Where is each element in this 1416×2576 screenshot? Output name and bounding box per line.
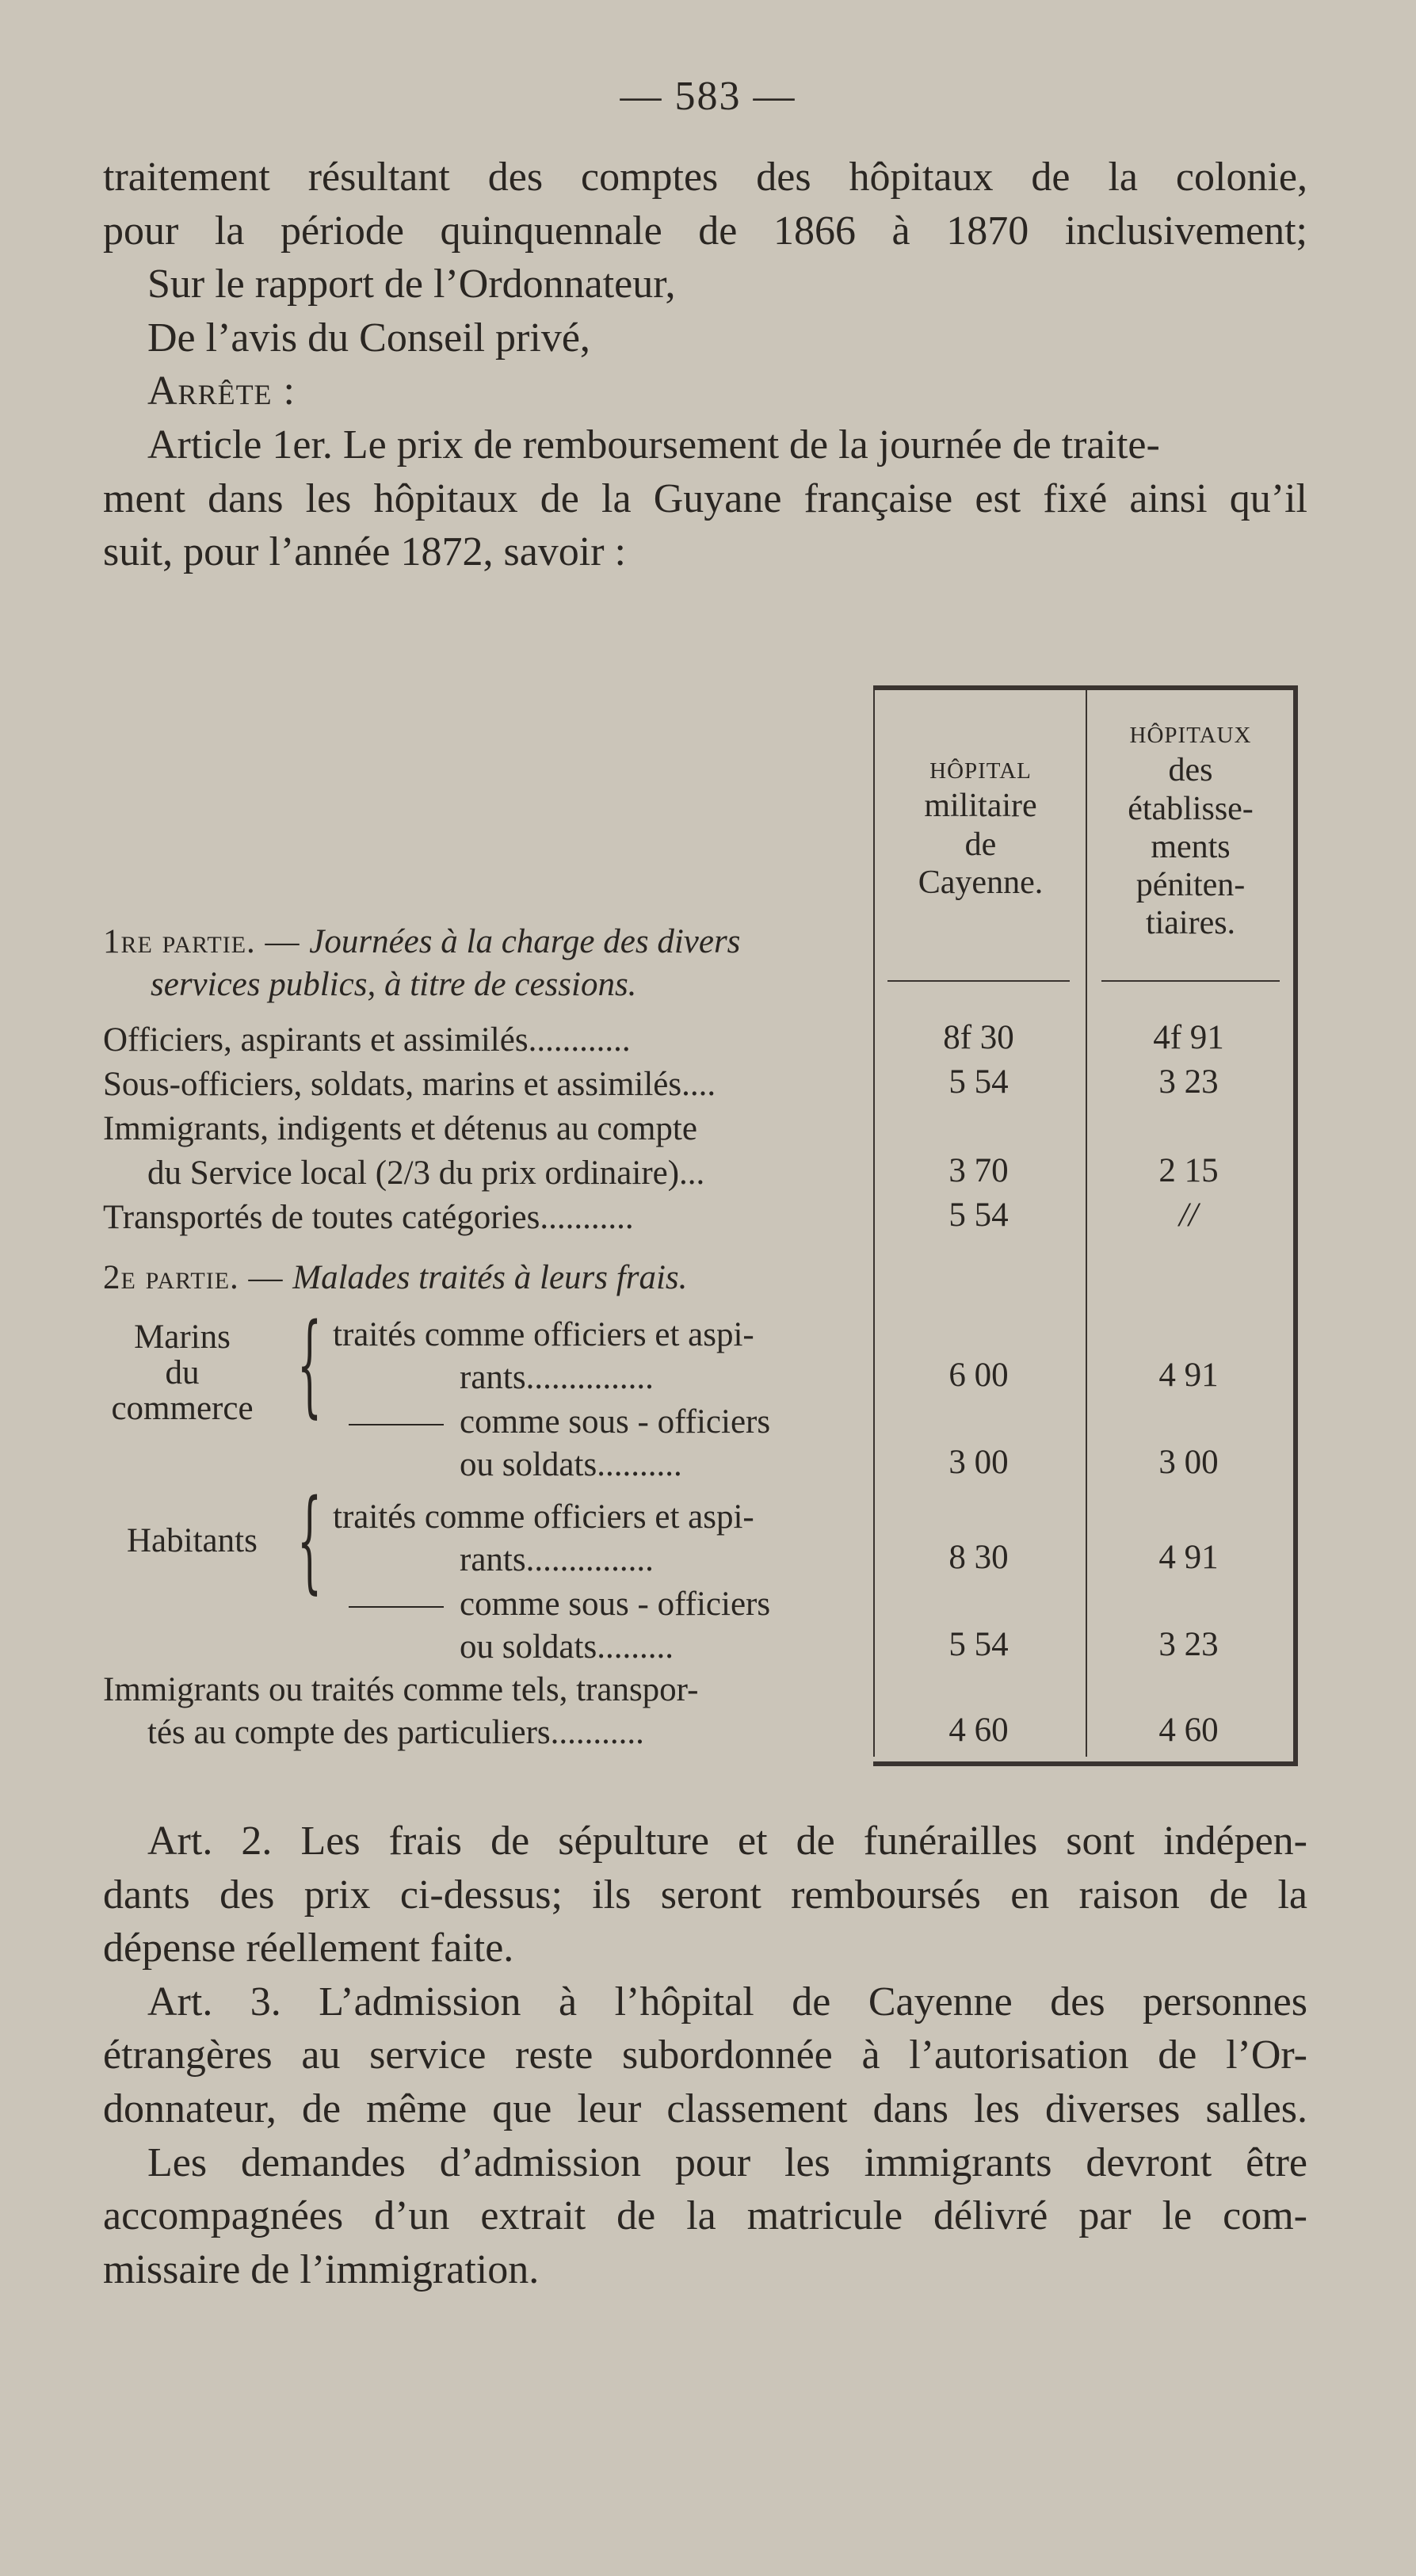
intro-line: traitement résultant des comptes des hôpitaux de la colonie, <box>103 155 1307 200</box>
header-rule <box>887 980 1070 982</box>
article-2-line: Art. 2. Les frais de sépulture et de funérailles sont indépen- <box>147 1818 1307 1864</box>
value-cayenne: 5 54 <box>948 1196 1009 1234</box>
value-penitentiary: 4 60 <box>1158 1712 1219 1749</box>
row-label: ou soldats......... <box>460 1628 674 1666</box>
article-3-line: étrangères au service reste subordonnée à l’autorisation de l’Or- <box>103 2032 1307 2078</box>
value-cayenne: 6 00 <box>948 1357 1009 1394</box>
row-label: traités comme officiers et aspi- <box>333 1316 754 1353</box>
value-cayenne: 5 54 <box>948 1626 1009 1663</box>
part-1-title: 1re partie. — Journées à la charge des divers <box>103 923 741 960</box>
part-2-title: 2e partie. — Malades traités à leurs frais. <box>103 1259 688 1296</box>
article-3-line: missaire de l’immigration. <box>103 2246 540 2292</box>
article-3-line: Art. 3. L’admission à l’hôpital de Cayenne des personnes <box>147 1979 1307 2025</box>
value-penitentiary: 3 23 <box>1158 1063 1219 1101</box>
article-1-line: Article 1er. Le prix de remboursement de la journée de traite- <box>147 422 1160 467</box>
row-label: ou soldats.......... <box>460 1446 682 1483</box>
ditto-dash <box>349 1606 444 1608</box>
row-label: tés au compte des particuliers........... <box>147 1714 644 1751</box>
closing-articles <box>103 1815 1307 2296</box>
value-cayenne: 3 00 <box>948 1444 1009 1481</box>
article-3-line: donnateur, de même que leur classement dans les diverses salles. <box>103 2086 1307 2131</box>
habitants-label: Habitants <box>127 1522 258 1559</box>
row-label: Officiers, aspirants et assimilés............ <box>103 1021 631 1059</box>
column-header-military-hospital: hôpital militaire de Cayenne. <box>918 750 1044 901</box>
value-cayenne: 5 54 <box>948 1063 1009 1101</box>
header-rule <box>1101 980 1280 982</box>
ditto-dash <box>349 1424 444 1425</box>
value-penitentiary: 4 91 <box>1158 1357 1219 1394</box>
value-penitentiary: 3 23 <box>1158 1626 1219 1663</box>
marins-label: Marins du commerce <box>111 1319 254 1428</box>
tariff-table <box>103 685 1307 1763</box>
intro-line: Sur le rapport de l’Ordonnateur, <box>147 261 676 307</box>
row-label: rants............... <box>460 1359 654 1396</box>
page-number: — 583 — <box>620 74 796 119</box>
row-label: du Service local (2/3 du prix ordinaire)... <box>147 1154 705 1192</box>
article-3-line: accompagnées d’un extrait de la matricule délivré par le com- <box>103 2193 1307 2239</box>
row-label: Immigrants ou traités comme tels, transpor- <box>103 1671 699 1708</box>
column-rule <box>873 685 875 1757</box>
row-label: rants............... <box>460 1541 654 1578</box>
value-cayenne: 8 30 <box>948 1539 1009 1576</box>
value-cayenne: 4 60 <box>948 1712 1009 1749</box>
row-label: Immigrants, indigents et détenus au compte <box>103 1110 697 1147</box>
article-1-line: suit, pour l’année 1872, savoir : <box>103 529 626 575</box>
brace-glyph: { <box>297 1476 323 1605</box>
value-cayenne: 3 70 <box>948 1152 1009 1189</box>
article-2-line: dépense réellement faite. <box>103 1925 514 1971</box>
row-label: comme sous - officiers <box>333 1582 770 1627</box>
brace-glyph: { <box>297 1300 323 1429</box>
value-cayenne: 8f 30 <box>943 1019 1014 1056</box>
column-rule <box>1086 685 1087 1757</box>
value-penitentiary: 4 91 <box>1158 1539 1219 1576</box>
intro-text <box>103 151 1307 579</box>
intro-line: pour la période quinquennale de 1866 à 1870 inclusivement; <box>103 208 1307 254</box>
row-label: Transportés de toutes catégories........... <box>103 1199 634 1236</box>
article-1-line: ment dans les hôpitaux de la Guyane française est fixé ainsi qu’il <box>103 475 1307 521</box>
value-penitentiary: 2 15 <box>1158 1152 1219 1189</box>
value-penitentiary: 3 00 <box>1158 1444 1219 1481</box>
article-3-line: Les demandes d’admission pour les immigrants devront être <box>147 2139 1307 2185</box>
row-label: comme sous - officiers <box>333 1400 770 1444</box>
value-penitentiary: 4f 91 <box>1153 1019 1224 1056</box>
value-penitentiary: // <box>1179 1196 1198 1234</box>
intro-line: De l’avis du Conseil privé, <box>147 315 590 361</box>
part-1-subtitle: services publics, à titre de cessions. <box>151 966 637 1003</box>
row-label: Sous-officiers, soldats, marins et assimilés.... <box>103 1066 716 1103</box>
column-header-penitentiary-hospitals: hôpitaux des établisse- ments péniten- tiaires. <box>1128 714 1254 942</box>
arrete-heading: Arrête : <box>147 368 296 414</box>
row-label: traités comme officiers et aspi- <box>333 1498 754 1536</box>
article-2-line: dants des prix ci-dessus; ils seront remboursés en raison de la <box>103 1872 1307 1918</box>
